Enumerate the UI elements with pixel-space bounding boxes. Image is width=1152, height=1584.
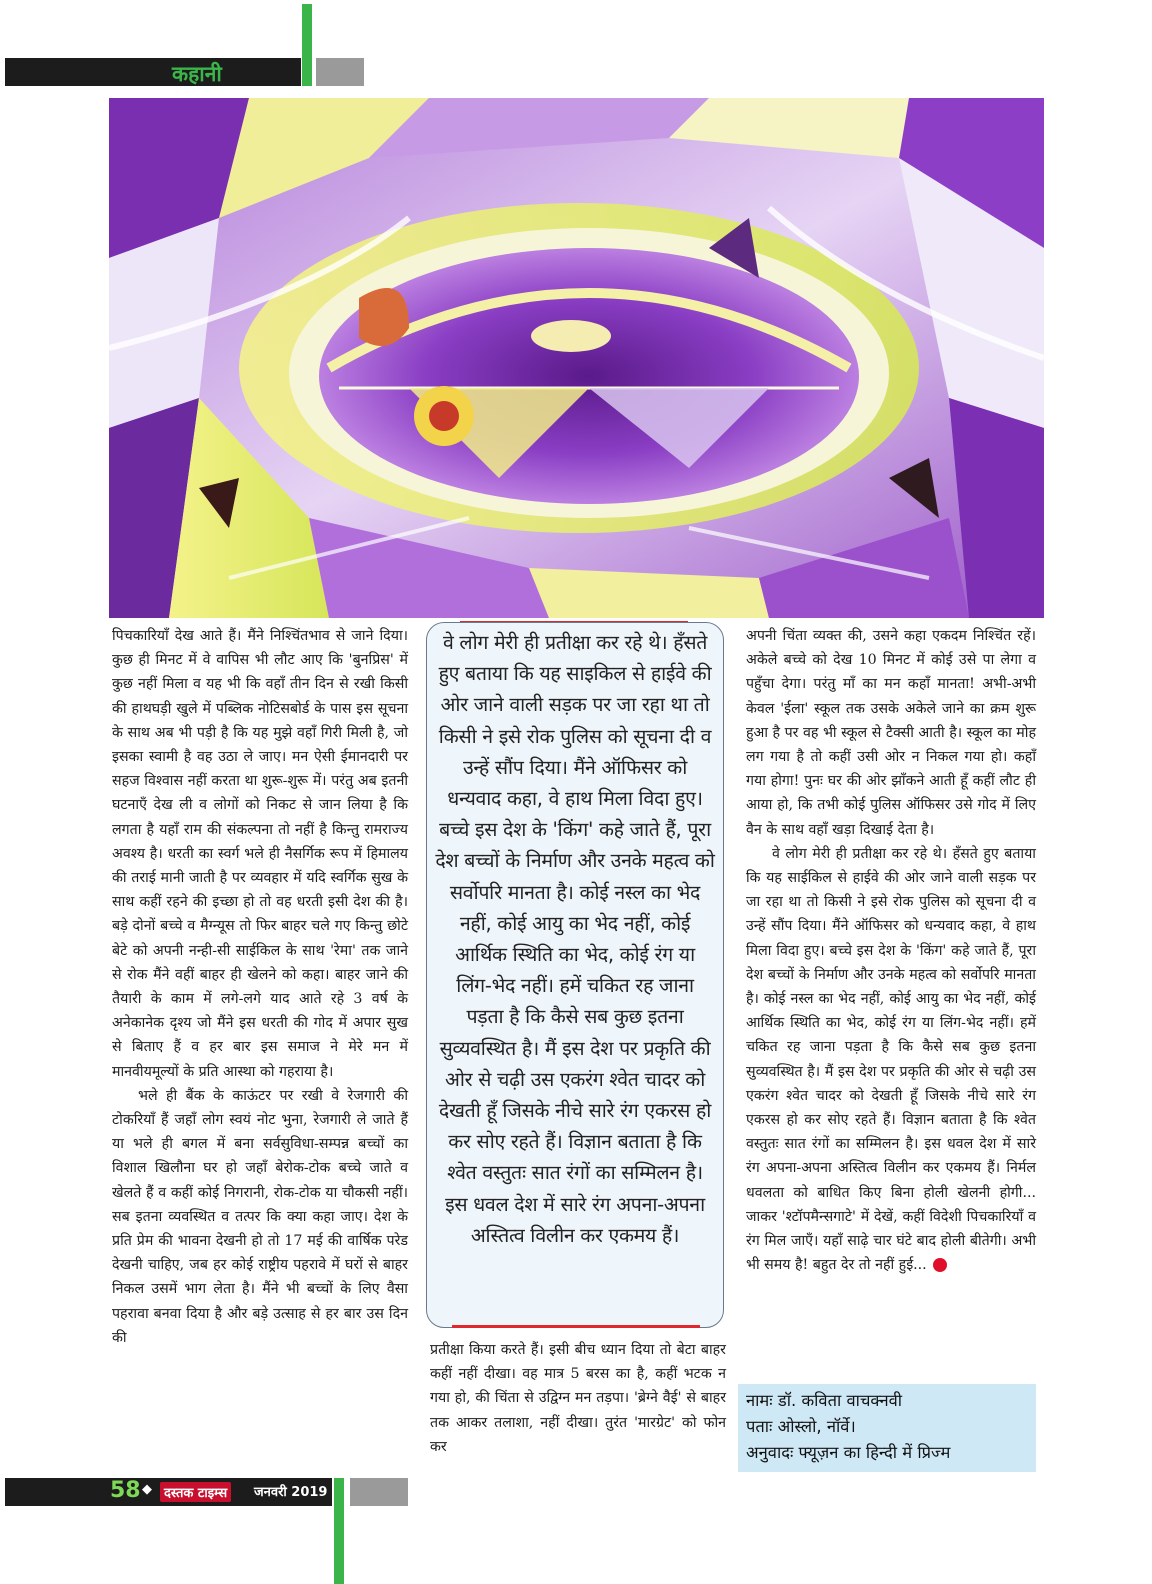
paragraph-text: वे लोग मेरी ही प्रतीक्षा कर रहे थे। हँसते हुए बताया कि यह साईकिल से हाईवे की ओर जाने वाली सड़क पर जा रहा था तो किसी ने इसे रोक पुलिस को सूचना दी व उन्हें सौंप दिया। मैंने ऑफिसर को धन्यवाद कहा, वे हाथ मिला विदा हुए। बच्चे इस देश के 'किंग' कहे जाते हैं, पूरा देश बच्चों के निर्माण और उनके महत्व को सर्वोपरि मानता है। कोई नस्ल का भेद नहीं, कोई आयु का भेद नहीं, कोई आर्थिक स्थिति का भेद, कोई रंग या लिंग-भेद नहीं। हमें चकित रह जाना पड़ता है कि कैसे सब कुछ इतना सुव्यवस्थित है। मैं इस देश पर प्रकृति की ओर से चढ़ी उस एकरंग श्वेत चादर को देखती हूँ जिसके नीचे सारे रंग एकरस हो कर सोए रहते हैं। विज्ञान बताता है कि श्वेत वस्तुतः सात रंगों का सम्मिलन है। इस धवल देश में सारे रंग अपना-अपना अस्तित्व विलीन कर एकमय हैं। निर्मल धवलता को बाधित किए बिना होली खेलनी होगी... जाकर 'श्टॉपमैन्सगाटे' में देखें, कहीं विदेशी पिचकारियाँ व रंग मिल जाएँ। यहाँ साढ़े चार घंटे बाद होली बीतेगी। अभी भी समय है! बहुत देर तो नहीं हुई... bbox=[746, 845, 1036, 1274]
magazine-logo: दस्तक टाइम्स bbox=[160, 1482, 231, 1502]
article-column-2 bbox=[430, 1338, 726, 1459]
quote-bottom-rule bbox=[452, 1325, 700, 1328]
hero-painting bbox=[109, 98, 1044, 618]
article-column-1 bbox=[112, 624, 408, 1350]
paragraph: पिचकारियाँ देख आते हैं। मैंने निश्चिंतभाव से जाने दिया। कुछ ही मिनट में वे वापिस भी लौट आए कि 'बुनप्रिस' में कुछ नहीं मिला व यह भी कि वहाँ तीन दिन से रखी किसी की हाथघड़ी खुले में पब्लिक नोटिसबोर्ड के पास इस सूचना के साथ अब भी पड़ी है कि यह मुझे वहाँ गिरी मिली है, जो इसका स्वामी है वह उठा ले जाए। मन ऐसी ईमानदारी पर सहज विश्वास नहीं करता था शुरू-शुरू में। परंतु अब इतनी घटनाएँ देख ली व लोगों को निकट से जान लिया है कि लगता है यहाँ राम की संकल्पना तो नहीं है किन्तु रामराज्य अवश्य है। धरती का स्वर्ग भले ही नैसर्गिक रूप में हिमालय की तराई मानी जाती है पर व्यवहार में यदि स्वर्गिक सुख के साथ कहीं रहने की इच्छा हो तो वह धरती इसी देश की है। बड़े दोनों बच्चे व मैग्न्यूस तो फिर बाहर चले गए किन्तु छोटे बेटे को अपनी नन्ही-सी साईकिल के साथ 'रेमा' तक जाने से रोक मैंने वहीं बाहर ही खेलने को कहा। बाहर जाने की तैयारी के काम में लगे-लगे याद आते रहे 3 वर्ष के अनेकानेक दृश्य जो मैंने इस धरती की गोद में अपार सुख से बिताए हैं व हर बार इस समाज ने मेरे मन में मानवीयमूल्यों के प्रति आस्था को गहराया है। bbox=[112, 628, 408, 1080]
footer-green-accent bbox=[334, 1478, 344, 1584]
paragraph: अपनी चिंता व्यक्त की, उसने कहा एकदम निश्चिंत रहें। अकेले बच्चे को देख 10 मिनट में कोई उसे पा लेगा व पहुँचा देगा। परंतु माँ का मन कहाँ मानता! अभी-अभी केवल 'ईला' स्कूल तक उसके अकेले जाने का क्रम शुरू हुआ है पर वह भी स्कूल से टैक्सी आती है। स्कूल का मोह लग गया है तो कहीं उसी ओर न निकल गया हो। कहाँ गया होगा! पुनः घर की ओर झाँकने आती हूँ कहीं लौट ही आया हो, कि तभी कोई पुलिस ऑफिसर उसे गोद में लिए वैन के साथ वहाँ खड़ा दिखाई देता है। bbox=[746, 628, 1036, 838]
pull-quote bbox=[426, 622, 724, 1328]
header-grey-block bbox=[316, 58, 364, 86]
pull-quote-text: वे लोग मेरी ही प्रतीक्षा कर रहे थे। हँसते हुए बताया कि यह साइकिल से हाईवे की ओर जाने वाली सड़क पर जा रहा था तो किसी ने इसे रोक पुलिस को सूचना दी व उन्हें सौंप दिया। मैंने ऑफिसर को धन्यवाद कहा, वे हाथ मिला विदा हुए। बच्चे इस देश के 'किंग' कहे जाते हैं, पूरा देश बच्चों के निर्माण और उनके महत्व को सर्वोपरि मानता है। कोई नस्ल का भेद नहीं, कोई आयु का भेद नहीं, कोई आर्थिक स्थिति का भेद, कोई रंग या लिंग-भेद नहीं। हमें चकित रह जाना पड़ता है कि कैसे सब कुछ इतना सुव्यवस्थित है। मैं इस देश पर प्रकृति की ओर से चढ़ी उस एकरंग श्वेत चादर को देखती हूँ जिसके नीचे सारे रंग एकरस हो कर सोए रहते हैं। विज्ञान बताता है कि श्वेत वस्तुतः सात रंगों का सम्मिलन है। इस धवल देश में सारे रंग अपना-अपना अस्तित्व विलीन कर एकमय हैं। bbox=[435, 631, 715, 1247]
header-green-accent bbox=[302, 4, 312, 86]
paragraph bbox=[746, 842, 1036, 1278]
paragraph: भले ही बैंक के काऊंटर पर रखी वे रेजगारी की टोकरियाँ हैं जहाँ लोग स्वयं नोट भुना, रेजगारी ले जाते हैं या भले ही बगल में बना सर्वसुविधा-सम्पन्न बच्चों का विशाल खिलौना घर हो जहाँ बेरोक-टोक बच्चे जाते व खेलते हैं व कहीं कोई निगरानी, रोक-टोक या चौकसी नहीं। सब इतना व्यवस्थित व तत्पर कि क्या कहा जाए। देश के प्रति प्रेम की भावना देखनी हो तो 17 मई की वार्षिक परेड देखनी चाहिए, जब हर कोई राष्ट्रीय पहरावे में घरों से बाहर निकल उसमें भाग लेता है। मैंने भी बच्चों के लिए वैसा पहरावा बनवा दिया है और बड़े उत्साह से हर बार उस दिन की bbox=[112, 1087, 408, 1346]
author-box bbox=[738, 1384, 1036, 1472]
footer-bullet-icon: ◆ bbox=[142, 1482, 152, 1497]
abstract-art-image bbox=[109, 98, 1044, 618]
author-address: पताः ओस्लो, नॉर्वे। bbox=[746, 1417, 856, 1436]
paragraph: प्रतीक्षा किया करते हैं। इसी बीच ध्यान दिया तो बेटा बाहर कहीं नहीं दीखा। वह मात्र 5 बरस का है, कहीं भटक न गया हो, की चिंता से उद्विग्न मन तड़पा। 'ब्रेग्ने वैई' से बाहर तक आकर तलाशा, नहीं दीखा। तुरंत 'मारग्रेट' को फोन कर bbox=[430, 1342, 726, 1455]
section-label: कहानी bbox=[172, 62, 222, 86]
header-bar bbox=[5, 58, 301, 86]
page-number: 58 bbox=[110, 1478, 141, 1503]
translation-credit: अनुवादः फ्यूज़न का हिन्दी में प्रिज्म bbox=[746, 1443, 951, 1462]
end-mark-icon bbox=[933, 1258, 947, 1272]
author-name: नामः डॉ. कविता वाचक्नवी bbox=[746, 1391, 903, 1410]
issue-date: जनवरी 2019 bbox=[254, 1485, 328, 1500]
article-column-3 bbox=[746, 624, 1036, 1277]
footer-grey-block bbox=[350, 1478, 408, 1506]
